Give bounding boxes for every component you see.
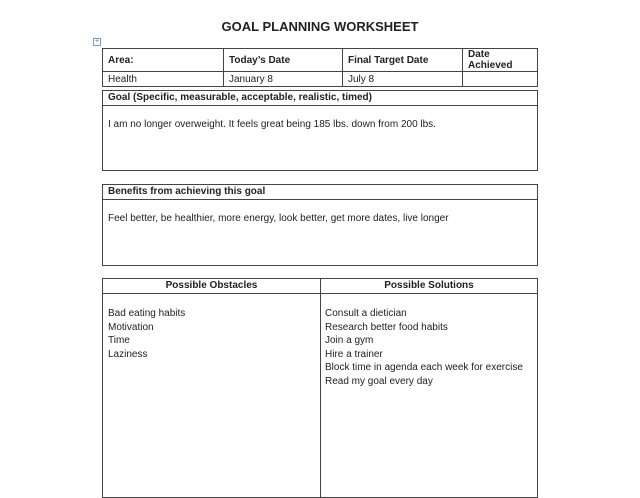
cell-todays-date[interactable]: January 8 — [224, 72, 343, 87]
table-row — [103, 72, 538, 87]
list-item: Join a gym — [325, 335, 374, 346]
list-item: Block time in agenda each week for exercise — [325, 362, 523, 373]
table-header-row — [103, 49, 538, 72]
header-final-target-date: Final Target Date — [343, 49, 463, 72]
list-item: Laziness — [108, 348, 148, 360]
cell-date-achieved[interactable] — [463, 72, 538, 87]
obstacles-list[interactable] — [108, 307, 185, 361]
goal-header: Goal (Specific, measurable, acceptable, realistic, timed) — [103, 91, 537, 106]
header-divider — [103, 293, 537, 294]
cell-area[interactable]: Health — [103, 72, 224, 87]
info-table — [102, 48, 538, 87]
list-item: Research better food habits — [325, 321, 448, 333]
list-item: Time — [108, 335, 130, 346]
solutions-list[interactable] — [325, 307, 523, 388]
solutions-header: Possible Solutions — [384, 280, 474, 291]
list-item: Bad eating habits — [108, 308, 186, 319]
list-item: Consult a dietician — [325, 308, 407, 319]
page-title: GOAL PLANNING WORKSHEET — [221, 19, 419, 34]
column-divider — [320, 279, 321, 497]
benefits-header: Benefits from achieving this goal — [103, 185, 537, 200]
header-area: Area: — [103, 49, 224, 72]
list-item: Hire a trainer — [325, 348, 383, 360]
cell-final-target-date[interactable]: July 8 — [343, 72, 463, 87]
header-date-achieved: Date Achieved — [463, 49, 538, 72]
list-item: Motivation — [108, 321, 154, 333]
list-item: Read my goal every day — [325, 375, 433, 387]
goal-text[interactable]: I am no longer overweight. It feels great being 185 lbs. down from 200 lbs. — [108, 119, 436, 130]
obstacles-solutions-table — [102, 278, 538, 498]
table-move-handle-icon[interactable]: + — [94, 38, 100, 45]
benefits-text[interactable]: Feel better, be healthier, more energy, look better, get more dates, live longer — [108, 213, 449, 224]
benefits-box — [102, 184, 538, 266]
obstacles-header: Possible Obstacles — [165, 280, 258, 291]
header-todays-date: Today’s Date — [224, 49, 343, 72]
goal-box — [102, 90, 538, 171]
